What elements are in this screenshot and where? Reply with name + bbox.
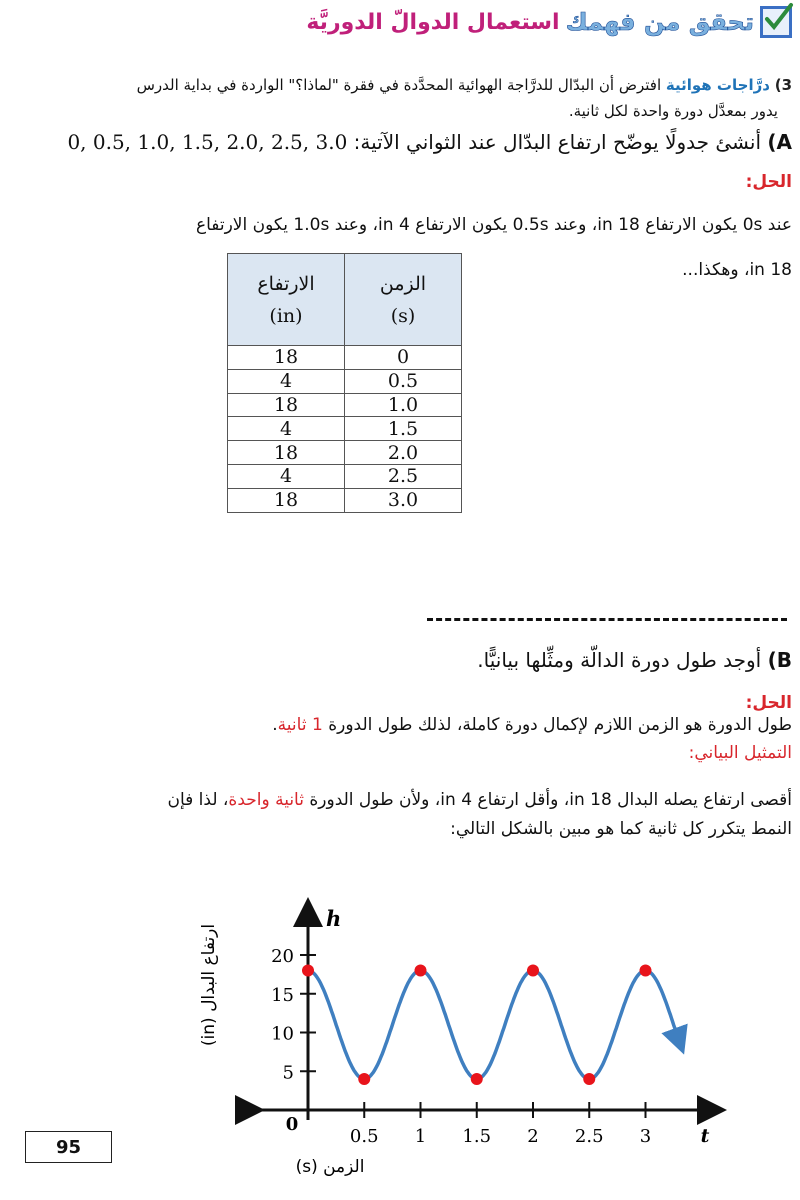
table-cell-time: 0.5 — [345, 369, 462, 393]
table-header-height-label: الارتفاع — [257, 272, 315, 295]
x-tick-label: 1 — [414, 1126, 427, 1147]
x-tick-label: 0.5 — [349, 1126, 379, 1147]
x-axis-variable: t — [700, 1125, 710, 1147]
table-header-time-unit: (s) — [390, 304, 416, 327]
data-point — [527, 965, 539, 977]
table-cell-height: 4 — [228, 417, 345, 441]
table-header-height-unit: (in) — [269, 304, 303, 327]
graph-text-highlight: ثانية واحدة — [228, 790, 304, 810]
table-cell-time: 3.0 — [345, 488, 462, 512]
series-line — [308, 971, 679, 1080]
data-point — [640, 965, 652, 977]
part-a-text: أنشئ جدولًا يوضّح ارتفاع البدّال عند الثواني الآتية: — [353, 130, 762, 154]
part-a-solution-line-1: عند 0s يكون الارتفاع 18 in، وعند 0.5s يكون الارتفاع 4 in، وعند 1.0s يكون الارتفاع — [195, 215, 792, 235]
data-point — [415, 965, 427, 977]
part-a-solution-label: الحل: — [745, 172, 792, 192]
x-tick-label: 3 — [639, 1126, 652, 1147]
y-axis-title: ارتفاع البدال (in) — [199, 923, 219, 1047]
table-cell-time: 2.0 — [345, 441, 462, 465]
header-title-check: تحقق من فهمك — [565, 8, 754, 36]
x-tick-label: 2.5 — [574, 1126, 604, 1147]
part-a-values: 0, 0.5, 1.0, 1.5, 2.0, 2.5, 3.0 — [67, 130, 348, 154]
table-cell-time: 1.0 — [345, 393, 462, 417]
table-cell-height: 18 — [228, 346, 345, 370]
data-point — [471, 1073, 483, 1085]
data-point — [583, 1073, 595, 1085]
part-b-text: أوجد طول دورة الدالّة ومثِّلها بيانيًّا. — [477, 648, 762, 672]
table-cell-height: 4 — [228, 464, 345, 488]
origin-label: 0 — [285, 1114, 299, 1135]
period-value: 1 ثانية — [277, 715, 323, 735]
question-line-2: يدور بمعدَّل دورة واحدة لكل ثانية. — [568, 102, 778, 120]
y-tick-label: 5 — [282, 1062, 294, 1084]
table-cell-time: 1.5 — [345, 417, 462, 441]
table-cell-height: 18 — [228, 393, 345, 417]
y-axis-variable: h — [326, 906, 342, 931]
part-a-letter: A) — [767, 130, 792, 154]
page-number: 95 — [25, 1131, 112, 1163]
table-cell-height: 18 — [228, 441, 345, 465]
part-b-letter: B) — [767, 648, 792, 672]
period-text: طول الدورة هو الزمن اللازم لإكمال دورة كاملة، لذلك طول الدورة 1 ثانية. — [272, 715, 792, 735]
part-b-solution-label: الحل: — [745, 693, 792, 713]
table-cell-time: 0 — [345, 346, 462, 370]
question-topic: درَّاجات هوائية — [665, 76, 770, 94]
part-a-solution-line-2: 18 in، وهكذا... — [682, 260, 792, 280]
table-cell-height: 4 — [228, 369, 345, 393]
header-title-topic: استعمال الدوالّ الدوريَّة — [306, 9, 560, 35]
y-tick-label: 20 — [271, 946, 294, 967]
graph-text-line-2: النمط يتكرر كل ثانية كما هو مبين بالشكل التالي: — [450, 819, 792, 839]
data-point — [358, 1073, 370, 1085]
graph-text-tail: ، لذا فإن — [167, 790, 229, 810]
question-text-1: افترض أن البدّال للدرَّاجة الهوائية المحدَّدة في فقرة "لماذا؟" الواردة في بداية الدرس — [136, 76, 662, 94]
x-tick-label: 1.5 — [462, 1126, 492, 1147]
x-axis-title: الزمن (s) — [295, 1157, 365, 1177]
graph-label: التمثيل البياني: — [688, 743, 792, 763]
table-cell-height: 18 — [228, 488, 345, 512]
period-text-main: طول الدورة هو الزمن اللازم لإكمال دورة كاملة، لذلك طول الدورة — [328, 715, 792, 735]
x-tick-label: 2 — [527, 1126, 539, 1147]
data-point — [302, 965, 314, 977]
question-number: 3) — [774, 76, 792, 94]
table-cell-time: 2.5 — [345, 464, 462, 488]
y-tick-label: 10 — [271, 1023, 294, 1045]
graph-text-main: أقصى ارتفاع يصله البدال 18 in، وأقل ارتفاع 4 in، ولأن طول الدورة — [309, 790, 792, 810]
y-tick-label: 15 — [271, 984, 294, 1006]
table-header-time-label: الزمن — [379, 272, 427, 295]
